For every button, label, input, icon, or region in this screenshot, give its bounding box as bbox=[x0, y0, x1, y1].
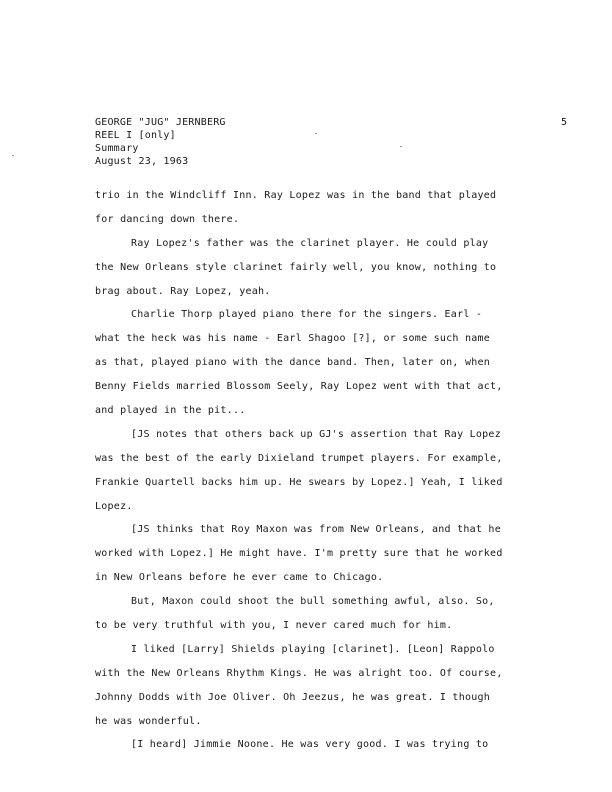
text-line: Johnny Dodds with Joe Oliver. Oh Jeezus, he was great. I though bbox=[95, 691, 491, 703]
text-line: with the New Orleans Rhythm Kings. He was alright too. Of course, bbox=[95, 667, 503, 679]
text-line: worked with Lopez.] He might have. I'm pretty sure that he worked bbox=[95, 548, 503, 560]
header-interviewee: GEORGE "JUG" JERNBERG bbox=[95, 117, 226, 128]
text-line: the New Orleans style clarinet fairly well, you know, nothing to bbox=[95, 261, 497, 273]
text-line: and played in the pit... bbox=[95, 405, 246, 417]
transcript-body bbox=[95, 188, 575, 761]
text-line: But, Maxon could shoot the bull something awful, also. So, bbox=[131, 596, 495, 608]
text-line: Ray Lopez's father was the clarinet player. He could play bbox=[131, 237, 489, 249]
text-line: for dancing down there. bbox=[95, 213, 240, 225]
header-type: Summary bbox=[95, 143, 139, 154]
text-line: what the heck was his name - Earl Shagoo [?], or some such name bbox=[95, 333, 491, 345]
text-line: [JS notes that others back up GJ's assertion that Ray Lopez bbox=[131, 428, 501, 440]
page-number: 5 bbox=[561, 117, 568, 128]
header-date: August 23, 1963 bbox=[95, 156, 189, 167]
text-line: he was wonderful. bbox=[95, 715, 202, 727]
text-line: to be very truthful with you, I never cared much for him. bbox=[95, 620, 453, 632]
document-header bbox=[95, 116, 226, 168]
text-line: Frankie Quartell backs him up. He swears by Lopez.] Yeah, I liked bbox=[95, 476, 503, 488]
text-line: I liked [Larry] Shields playing [clarinet]. [Leon] Rappolo bbox=[131, 643, 495, 655]
scan-speck bbox=[400, 146, 402, 147]
text-line: Lopez. bbox=[95, 500, 133, 512]
text-line: in New Orleans before he ever came to Chicago. bbox=[95, 572, 384, 584]
header-reel: REEL I [only] bbox=[95, 130, 176, 141]
scan-speck bbox=[12, 155, 14, 156]
text-line: Charlie Thorp played piano there for the singers. Earl - bbox=[131, 309, 483, 321]
text-line: trio in the Windcliff Inn. Ray Lopez was in the band that played bbox=[95, 190, 497, 201]
text-line: Benny Fields married Blossom Seely, Ray Lopez went with that act, bbox=[95, 381, 503, 393]
scan-speck bbox=[315, 133, 317, 134]
text-line: [I heard] Jimmie Noone. He was very good. I was trying to bbox=[131, 739, 489, 751]
text-line: was the best of the early Dixieland trumpet players. For example, bbox=[95, 452, 503, 464]
text-line: as that, played piano with the dance band. Then, later on, when bbox=[95, 357, 491, 369]
text-line: [JS thinks that Roy Maxon was from New Orleans, and that he bbox=[131, 524, 501, 536]
text-line: brag about. Ray Lopez, yeah. bbox=[95, 285, 271, 297]
